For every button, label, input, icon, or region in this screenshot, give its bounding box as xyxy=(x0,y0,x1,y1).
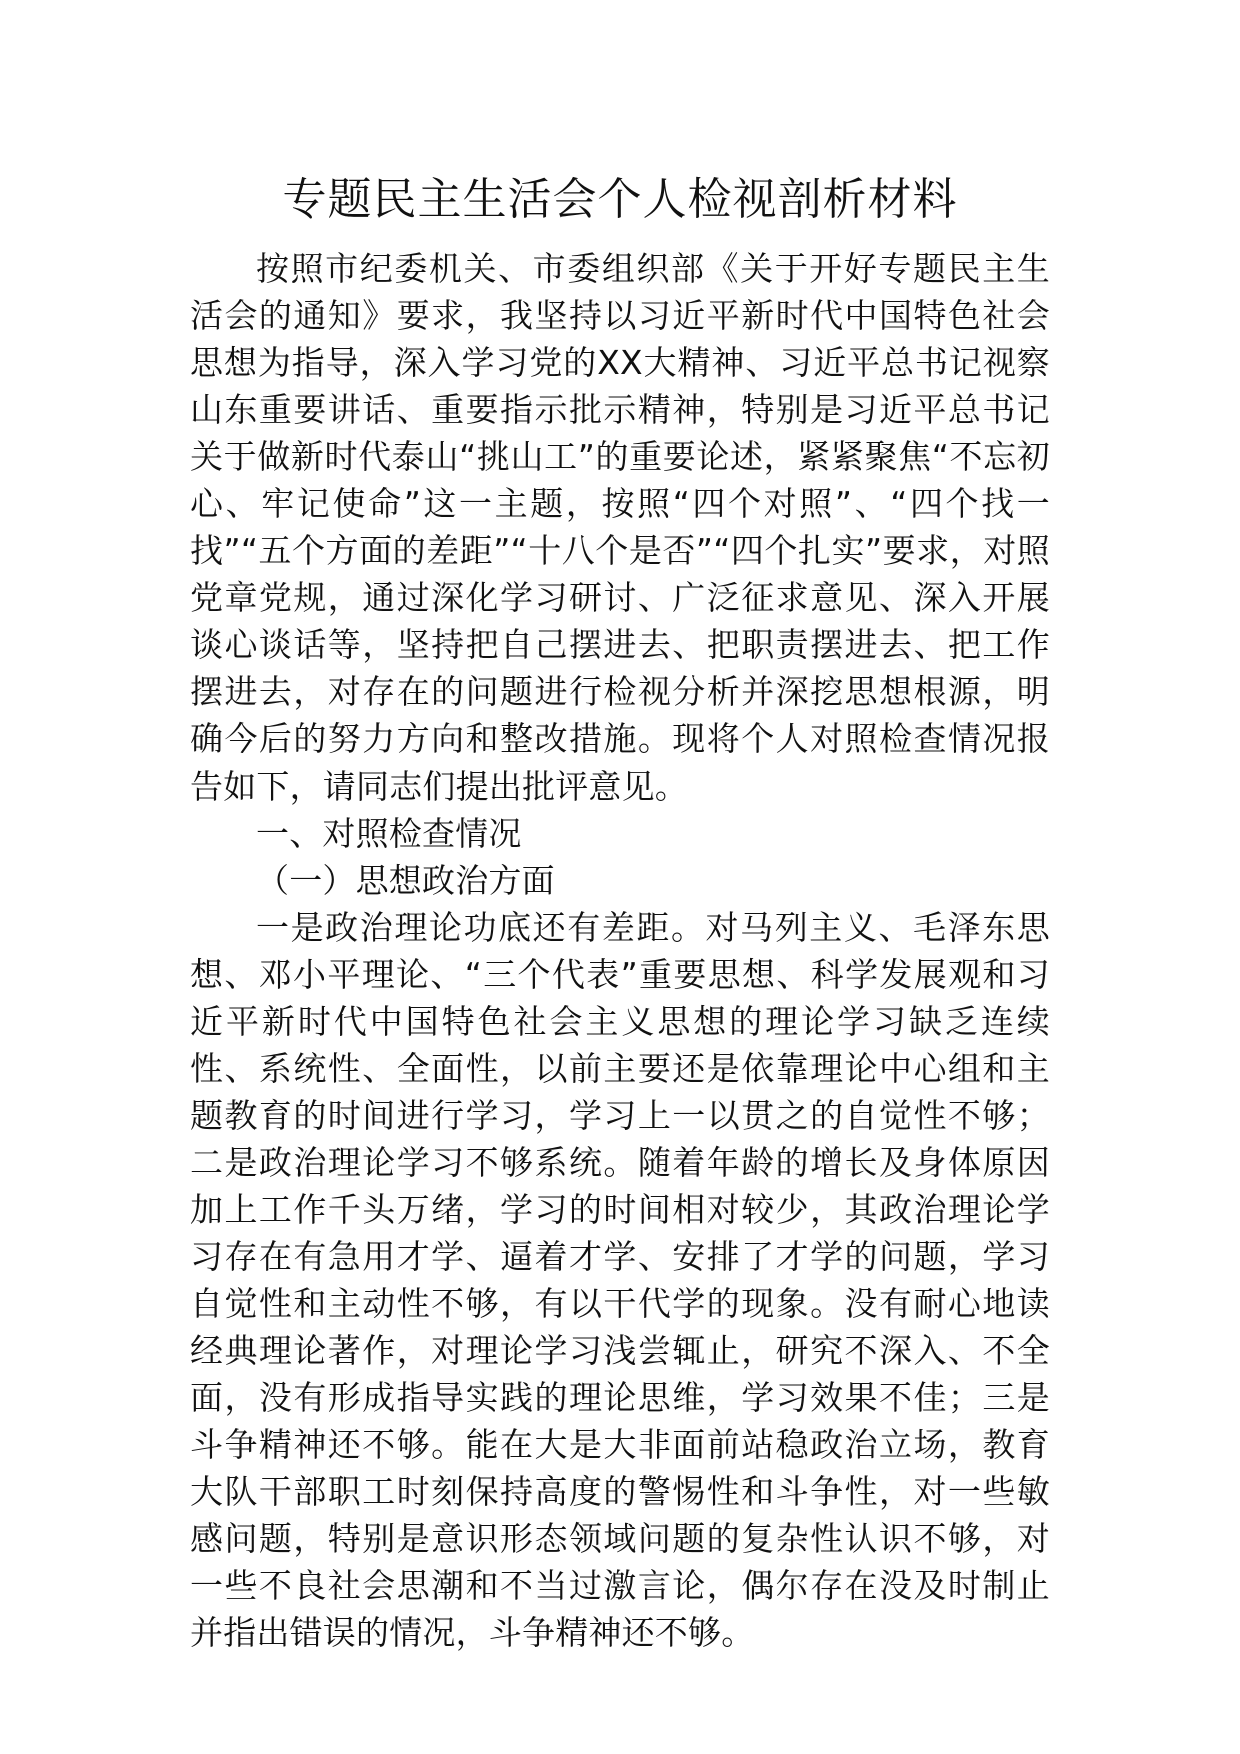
document-title: 专题民主生活会个人检视剖析材料 xyxy=(282,174,958,225)
subsection-heading: （一）思想政治方面 xyxy=(256,860,555,900)
intro-paragraph: 按照市纪委机关、市委组织部《关于开好专题民主生活会的通知》要求，我坚持以习近平新时代中国特色社会思想为指导，深入学习党的XX大精神、习近平总书记视察山东重要讲话、重要指示批示精神，特别是习近平总书记关于做新时代泰山“挑山工”的重要论述，紧紧聚焦“不忘初心、牢记使命”这一主题，按照“四个对照”、“四个找一找”“五个方面的差距”“十八个是否”“四个扎实”要求，对照党章党规，通过深化学习研讨、广泛征求意见、深入开展谈心谈话等，坚持把自己摆进去、把职责摆进去、把工作摆进去，对存在的问题进行检视分析并深挖思想根源，明确今后的努力方向和整改措施。现将个人对照检查情况报告如下，请同志们提出批评意见。 xyxy=(190,249,1050,806)
section-heading: 一、对照检查情况 xyxy=(256,813,522,853)
document-body xyxy=(190,245,1050,1656)
subsection-paragraph: 一是政治理论功底还有差距。对马列主义、毛泽东思想、邓小平理论、“三个代表”重要思想、科学发展观和习近平新时代中国特色社会主义思想的理论学习缺乏连续性、系统性、全面性，以前主要还是依靠理论中心组和主题教育的时间进行学习，学习上一以贯之的自觉性不够；二是政治理论学习不够系统。随着年龄的增长及身体原因加上工作千头万绪，学习的时间相对较少，其政治理论学习存在有急用才学、逼着才学、安排了才学的问题，学习自觉性和主动性不够，有以干代学的现象。没有耐心地读经典理论著作，对理论学习浅尝辄止，研究不深入、不全面，没有形成指导实践的理论思维，学习效果不佳；三是斗争精神还不够。能在大是大非面前站稳政治立场，教育大队干部职工时刻保持高度的警惕性和斗争性，对一些敏感问题，特别是意识形态领域问题的复杂性认识不够，对一些不良社会思潮和不当过激言论，偶尔存在没及时制止并指出错误的情况，斗争精神还不够。 xyxy=(190,907,1050,1653)
